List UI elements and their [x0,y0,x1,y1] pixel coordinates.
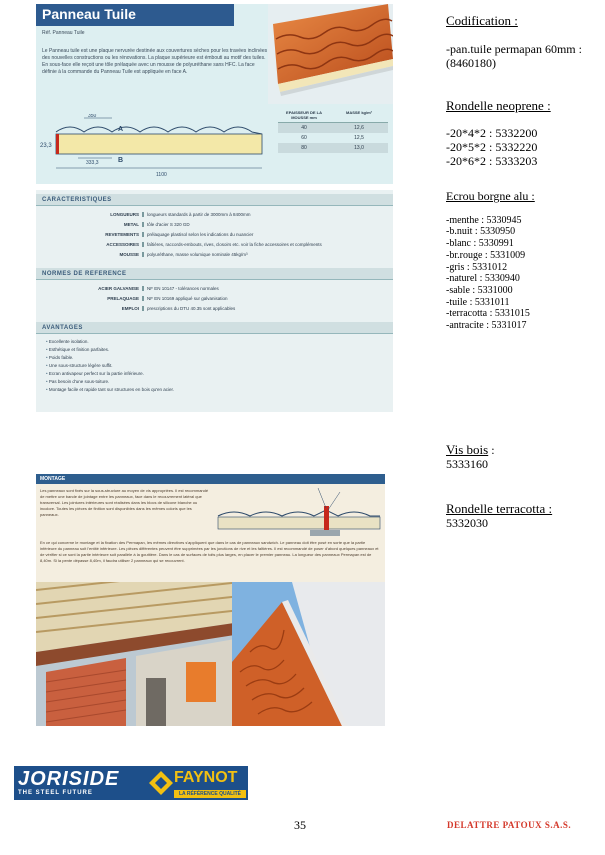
code-line: 5332030 [446,516,488,530]
spec-key: MOUSSE [119,252,139,257]
spec-key: METAL [123,222,139,227]
list-item: • Une sous-structure légère suffit. [46,362,376,370]
section-heading: Rondelle terracotta : [446,501,553,516]
title-banner [36,4,234,26]
joriside-logo [14,766,146,800]
installation-details: En ce qui concerne le montage et la fixation des Permapan, les mêmes directives s'appliquent que dans le cas de panneaux sandwich. Le panneau doit être posé en sorte que la partie inférieure du panneau soit l'entité inférieure. Les pièces différentes peuvent être supprimées par les jonctions de rive et les faîtières. Il est recommandé de poser d'abord quelques panneaux et de vérifier si ce sont la partie intérieure soit parallèle à la gouttière. Dans le cas de surfaces de toits plus larges, en placer le premier panneau. La longueur des panneaux Permapan est de 8,40m. Si la pente dépasse 8,40m, il faudra utiliser 2 panneaux qui se recouvrent. [40,540,379,563]
logo-tagline: THE STEEL FUTURE [18,790,93,796]
spec-row [36,242,393,247]
code-line: -sable : 5331000 [446,284,513,296]
spec-row [36,212,393,217]
profile-module-label: 333,3 [86,160,99,166]
heading-suffix: : [488,443,495,457]
section-header: NORMES DE REFERENCE [36,268,393,280]
norm-key: PRELAQUAGE [107,296,139,301]
code-line: -20*5*2 : 5332220 [446,140,538,154]
ecrou-block [446,191,535,332]
panel-joint-diagram [214,486,382,544]
spec-row [36,222,393,227]
table-cell: 60 [301,135,307,141]
list-item: • Poids faible. [46,354,376,362]
tile-roof-photo [232,582,385,726]
list-item: • Esthétique et finition parfaites. [46,346,376,354]
vis-bois-block [446,443,495,471]
code-line: 5333160 [446,457,488,471]
norm-key: ACIER GALVANISE [98,286,139,291]
spec-row [36,232,393,237]
product-sheet-scan [36,4,393,184]
section-header: AVANTAGES [36,322,393,334]
characteristics-scan [36,190,393,412]
spec-value: longueurs standards à partir de 3000mm à 8400mm [147,212,251,217]
advantages-list [46,338,376,394]
norm-value: NF EN 10169 appliqué sur galvanisation [147,296,228,301]
product-description: Le Panneau tuile est une plaque nervurée destinée aux couvertures sèches pour les travées inclinées des nouvelles constructions ou les rénovations. La plaque supérieure est émbouti au motif des tuiles. En sous-face elle reçoit une tôle prélaquée avec un mousse de polyuréthane sans HFC. La face définie à la commande du Panneau Tuile est appliquée en face A. [42,48,268,75]
foam-mass-table [278,110,388,153]
product-reference: Réf. Panneau Tuile [42,30,85,36]
code-line: -terracotta : 5331015 [446,308,530,320]
table-row [278,133,388,143]
logo-text: FAYNOT [174,769,238,786]
code-line: -gris : 5331012 [446,261,508,273]
code-line: -blanc : 5330991 [446,238,514,250]
panel-profile-diagram [38,114,274,180]
profile-height-label: 23,3 [40,143,52,149]
code-line: -pan.tuile permapan 60mm : [446,42,582,56]
spec-key: ACCESSOIRES [106,242,139,247]
table-cell: 12,5 [354,135,364,141]
spec-key: REVETEMENTS [105,232,139,237]
norm-row [36,286,393,291]
code-line: (8460180) [446,56,496,70]
code-line: -b.nuit : 5330950 [446,226,516,238]
logo-tagline: LA RÉFÉRENCE QUALITÉ [174,790,246,798]
norm-value: prescriptions du DTU 40.35 sont applicables [147,306,236,311]
table-cell: 12,6 [354,125,364,131]
code-line: -tuile : 5331011 [446,296,510,308]
profile-width-label: 1100 [156,172,167,178]
profile-pitch-label: 350 [88,114,97,119]
list-item: • Excellente isolation. [46,338,376,346]
norm-value: NF EN 10147 - tolérances normales [147,286,219,291]
spec-key: LONGUEURS [110,212,139,217]
faynot-logo [146,766,248,800]
section-header: CARACTERISTIQUES [36,194,393,206]
norm-row [36,296,393,301]
page-number: 35 [294,818,306,832]
section-heading: Vis bois [446,442,489,457]
table-header: MASSE kg/m² [345,110,372,115]
list-item: • Montage facile et rapide tant sur structures en bois qu'en acier. [46,386,376,394]
table-cell: 40 [301,125,307,131]
spec-value: faîtières, raccords-embouts, rives, closoirs etc. voir la fiche accessoires et compléments [147,242,322,247]
code-line: -20*6*2 : 5333203 [446,154,538,168]
code-line: -naturel : 5330940 [446,273,520,285]
logo-text: JORISIDE [18,768,120,790]
code-line: -br.rouge : 5331009 [446,249,526,261]
list-item: • Pas besoin d'une sous-toiture. [46,378,376,386]
code-line: -20*4*2 : 5332200 [446,126,538,140]
rondelle-neoprene-block [446,99,551,168]
table-row [278,123,388,133]
code-line: -antracite : 5331017 [446,320,527,332]
table-cell: 80 [301,145,307,151]
product-title: Panneau Tuile [42,6,136,22]
diamond-icon [148,770,174,796]
installation-text: Les panneaux sont fixés sur la sous-structure au moyen de vis appropriées. Il est recommandé de mettre une bande de jointage entre les panneaux, face dans le recouvrement latéral que transversal. Les jointures intérieures sont réalisées dans les blocs de silicone blanche ou incolore. Toutes les pièces de finition sont disponibles dans les mêmes coloris que les panneaux. [40,488,209,517]
section-heading-row [446,443,495,457]
table-row [278,143,388,153]
section-heading: Ecrou borgne alu : [446,189,535,203]
face-a-label: A [118,126,124,133]
list-item: • Ecran antivapeur perfect sur la partie inférieure. [46,370,376,378]
tile-panel-photo [268,4,393,104]
norm-row [36,306,393,311]
section-header: MONTAGE [36,474,385,484]
face-b-label: B [118,157,124,164]
installation-scan [36,474,385,726]
spec-row [36,252,393,257]
spec-value: tôle d'acier S 320 GD [147,222,190,227]
norm-key: EMPLOI [121,306,139,311]
table-header: EPAISSEUR DE LA MOUSSE mm [286,110,322,120]
table-cell: 13,0 [354,145,364,151]
company-name: DELATTRE PATOUX S.A.S. [447,820,572,830]
code-line: -menthe : 5330945 [446,214,522,226]
rondelle-terracotta-block [446,502,552,530]
codification-block [446,14,582,70]
spec-value: polyuréthane, masse volumique nominale 45kg/m³ [147,252,248,257]
section-heading: Rondelle neoprene : [446,98,551,113]
house-construction-photo [36,582,241,726]
section-heading: Codification : [446,13,518,28]
spec-value: prélaquage plastisol selon les indications du nuancier [147,232,254,237]
